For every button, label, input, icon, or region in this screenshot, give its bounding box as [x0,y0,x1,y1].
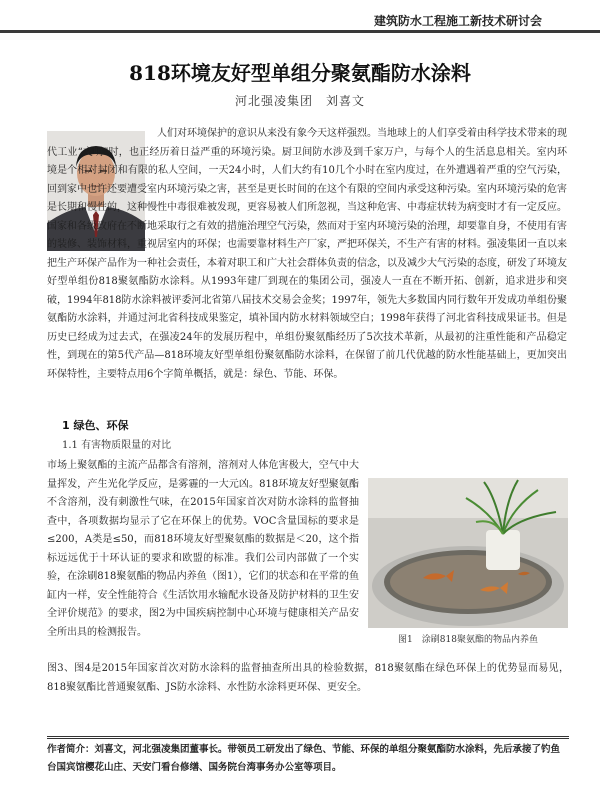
footnote-rule-secondary [47,738,569,739]
author-note-text: 刘喜文，河北强凌集团董事长。带领员工研发出了绿色、节能、环保的单组分聚氨酯防水涂料，先后承接了钓鱼台国宾馆樱花山庄、天安门看台修缮、国务院台湾事务办公室等项目。 [47,744,561,773]
running-header: 建筑防水工程施工新技术研讨会 [373,14,542,28]
intro-paragraph: 人们对环境保护的意识从来没有象今天这样强烈。当地球上的人们享受着由科学技术带来的现代工业“文明”时，也正经历着日益严重的环境污染。厨卫间防水涉及到千家万户，与每个人的生活息息相关。室内环境是个相对封闭和有限的私人空间，一天24小时，人们大约有10几个小时在室内度过，在外遭遇着严重的空气污染，回到家中也许还要遭受室内环境污染之害，甚至是更长时间的在这个有限的空间内承受这种污染。室内环境污染的危害是长期和慢性的，这种慢性中毒很难被发现，更容易被人们所忽视，当这种危害、中毒症状转为病变时才有一定反应。国家和各级政府在不断地采取行之有效的措施治理空气污染，然而对于室内环境污染的治理，却要靠自身，不使用有害的装修、装饰材料，重视居室内的环保；也需要靠材料生产厂家，严把环保关，不生产有害的材料。强凌集团一直以来把生产环保产品作为一种社会责任，本着对职工和广大社会群体负责的信念，以及减少大气污染的态度，研发了环境友好型单组份818聚氨酯防水涂料。从1993年建厂到现在的集团公司，强凌人一直在不断开拓、创新，追求进步和突破，1994年818防水涂料被评委河北省第八届技术交易会金奖；1997年，领先大多数国内同行数年开发成功单组份聚氨酯防水涂料，并通过河北省科技成果鉴定，填补国内防水材料领域空白；1998年获得了河北省科技成果证书。但是历史已经成为过去式，在强凌24年的发展历程中，单组份聚氨酯经历了5次技术革新，从最初的注重性能和产品稳定性，到现在的第5代产品—818环境友好型单组份聚氨酯防水涂料，在保留了前几代优越的防水性能基础上，更加突出环保特性，主要特点用6个字简单概括，就是：绿色、节能、环保。 [47,128,567,380]
author-note [47,741,569,777]
figure-1-photo [368,478,568,628]
body-paragraph-full: 图3、图4是2015年国家首次对防水涂料的监督抽查所出具的检验数据，818聚氨酯在绿色环保上的优势显而易见，818聚氨酯比普通聚氨酯、JS防水涂料、水性防水涂料更环保、更安全。 [47,663,569,693]
author-note-label: 作者简介： [47,744,95,755]
article-byline: 河北强凌集团 刘喜文 [234,94,365,108]
figure-1-caption: 图1 涂刷818聚氨酯的物品内养鱼 [398,635,538,645]
footnote-rule [47,736,569,737]
body-paragraph-left: 市场上聚氨酯的主流产品都含有溶剂，溶剂对人体危害极大，空气中大量挥发，产生光化学反应，是雾霾的一大元凶。818环境友好型聚氨酯不含溶剂，没有刺激性气味，在2015年国家首次对防水涂料的监督抽查中，各项数据均显示了它在环保上的优势。VOC含量国标的要求是≤200，A类是≤50，而818环境友好型聚氨酯的数据是＜20，这个指标远远优于十环认证的要求和欧盟的标准。我们公司内部做了一个实验，在涂刷818聚氨酯的物品内养鱼（图1），它们的状态和在平常的鱼缸内一样，安全性能符合《生活饮用水输配水设备及防护材料的卫生安全评价规范》的要求，图2为中国疾病控制中心环境与健康相关产品安全所出具的检测报告。 [47,460,359,638]
article-title: 818环境友好型单组分聚氨酯防水涂料 [129,61,471,85]
section-heading: 1 绿色、环保 [62,419,129,432]
subsection-heading: 1.1 有害物质限量的对比 [62,440,172,451]
header-rule [0,30,600,33]
fish-tank-photo-image [368,478,568,628]
